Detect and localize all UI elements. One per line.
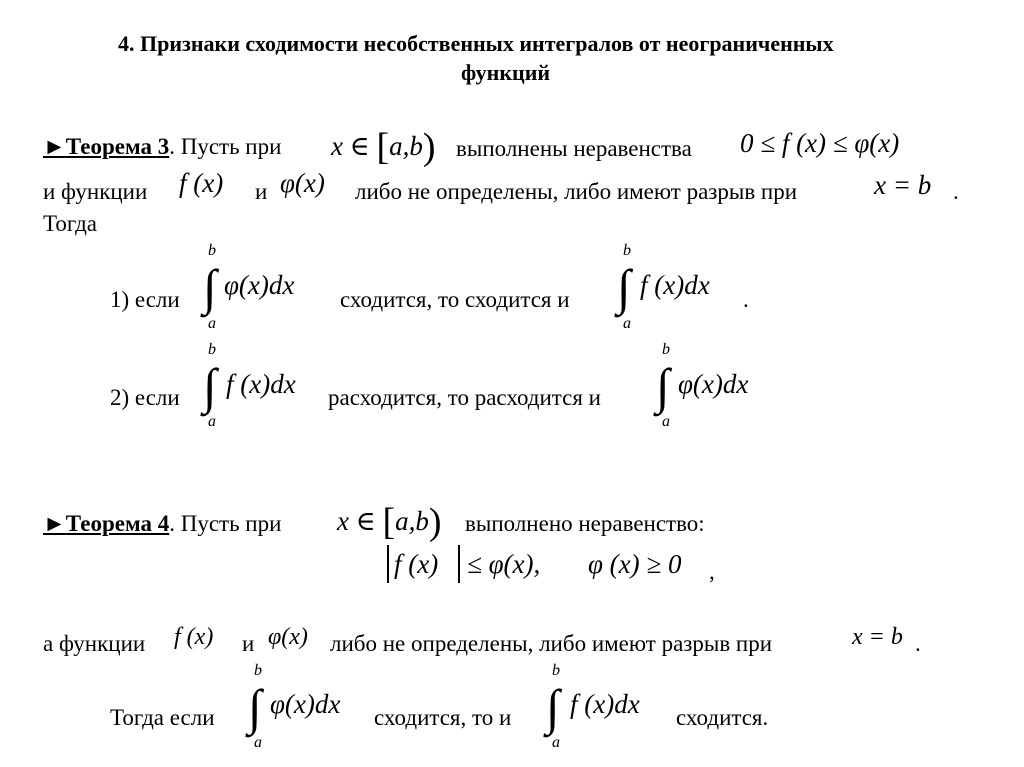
item1-prefix: 1) если xyxy=(110,287,180,312)
integral-sign-icon: ∫ xyxy=(656,358,670,414)
section-title-line2: функций xyxy=(461,60,551,85)
theorem3-xb-math: x = b xyxy=(874,170,932,200)
integral-sign-icon: ∫ xyxy=(203,358,217,414)
then-integrand2: f (x)dx xyxy=(570,689,640,719)
theorem4-phi-math: φ(x) xyxy=(268,624,308,650)
integral-lower-limit: a xyxy=(552,734,560,751)
theorem4-then-prefix: Тогда если xyxy=(110,705,215,730)
item2-mid: расходится, то расходится и xyxy=(328,385,601,410)
integral-lower-limit: a xyxy=(662,413,670,430)
theorem4-line3-end: . xyxy=(915,631,921,656)
theorem3-phi-math: φ(x) xyxy=(280,168,325,198)
theorem3-heading: ►Теорема 3. Пусть при xyxy=(43,134,282,159)
theorem4-ineq-rest: ≤ φ(x), xyxy=(467,549,541,579)
integral-lower-limit: a xyxy=(254,734,262,751)
theorem4-line3-text: либо не определены, либо имеют разрыв при xyxy=(330,631,773,656)
theorem4-ineq-end: , xyxy=(709,559,715,584)
triangle-marker-icon: ► xyxy=(43,134,66,159)
theorem4-xb-math: x = b xyxy=(852,624,903,650)
integral-upper-limit: b xyxy=(662,341,670,358)
theorem3-f-math: f (x) xyxy=(179,168,224,198)
theorem3-ineq-text: выполнены неравенства xyxy=(456,136,692,161)
theorem3-line2-start: и функции xyxy=(43,179,148,204)
item1-integrand2: f (x)dx xyxy=(640,270,710,300)
theorem3-line2-end: . xyxy=(953,179,959,204)
integral-sign-icon: ∫ xyxy=(617,259,631,315)
integral-lower-limit: a xyxy=(623,315,631,332)
then-mid: сходится, то и xyxy=(374,705,512,730)
theorem4-and: и xyxy=(242,631,255,656)
abs-bar-right xyxy=(458,545,460,583)
triangle-marker-icon: ► xyxy=(43,511,66,536)
integral-sign-icon: ∫ xyxy=(248,679,262,735)
theorem4-abs-f: f (x) xyxy=(394,549,439,579)
theorem3-then: Тогда xyxy=(43,211,98,236)
theorem3-and: и xyxy=(255,179,268,204)
section-title-line1: 4. Признаки сходимости несобственных интегралов от неограниченных xyxy=(118,31,834,56)
then-integrand: φ(x)dx xyxy=(270,689,341,719)
item2-prefix: 2) если xyxy=(110,385,180,410)
integral-sign-icon: ∫ xyxy=(546,679,560,735)
theorem4-ineq-2: φ (x) ≥ 0 xyxy=(588,549,682,579)
integral-upper-limit: b xyxy=(208,341,216,358)
integral-sign-icon: ∫ xyxy=(203,259,217,315)
theorem4-line3-start: а функции xyxy=(43,631,146,656)
item1-mid: сходится, то сходится и xyxy=(340,287,570,312)
theorem4-heading: ►Теорема 4. Пусть при xyxy=(43,511,282,536)
abs-bar-left xyxy=(387,545,389,583)
then-end: сходится. xyxy=(676,705,769,730)
integral-upper-limit: b xyxy=(552,662,560,679)
theorem4-f-math: f (x) xyxy=(174,624,214,650)
item2-integrand: f (x)dx xyxy=(226,369,296,399)
item2-integrand2: φ(x)dx xyxy=(678,369,749,399)
theorem3-label: ►Теорема 3 xyxy=(43,134,170,159)
theorem4-interval: x ∈ [a,b) xyxy=(337,501,442,543)
theorem3-interval: x ∈ [a,b) xyxy=(331,126,436,168)
integral-lower-limit: a xyxy=(208,315,216,332)
item1-integrand: φ(x)dx xyxy=(224,270,295,300)
theorem3-line2-text: либо не определены, либо имеют разрыв при xyxy=(355,179,798,204)
theorem4-label: ►Теорема 4 xyxy=(43,511,170,536)
theorem3-ineq-math: 0 ≤ f (x) ≤ φ(x) xyxy=(740,128,900,158)
integral-upper-limit: b xyxy=(208,242,216,259)
item1-end: . xyxy=(743,287,749,312)
theorem4-ineq-text: выполнено неравенство: xyxy=(465,511,705,536)
integral-lower-limit: a xyxy=(208,413,216,430)
integral-upper-limit: b xyxy=(623,242,631,259)
integral-upper-limit: b xyxy=(254,662,262,679)
